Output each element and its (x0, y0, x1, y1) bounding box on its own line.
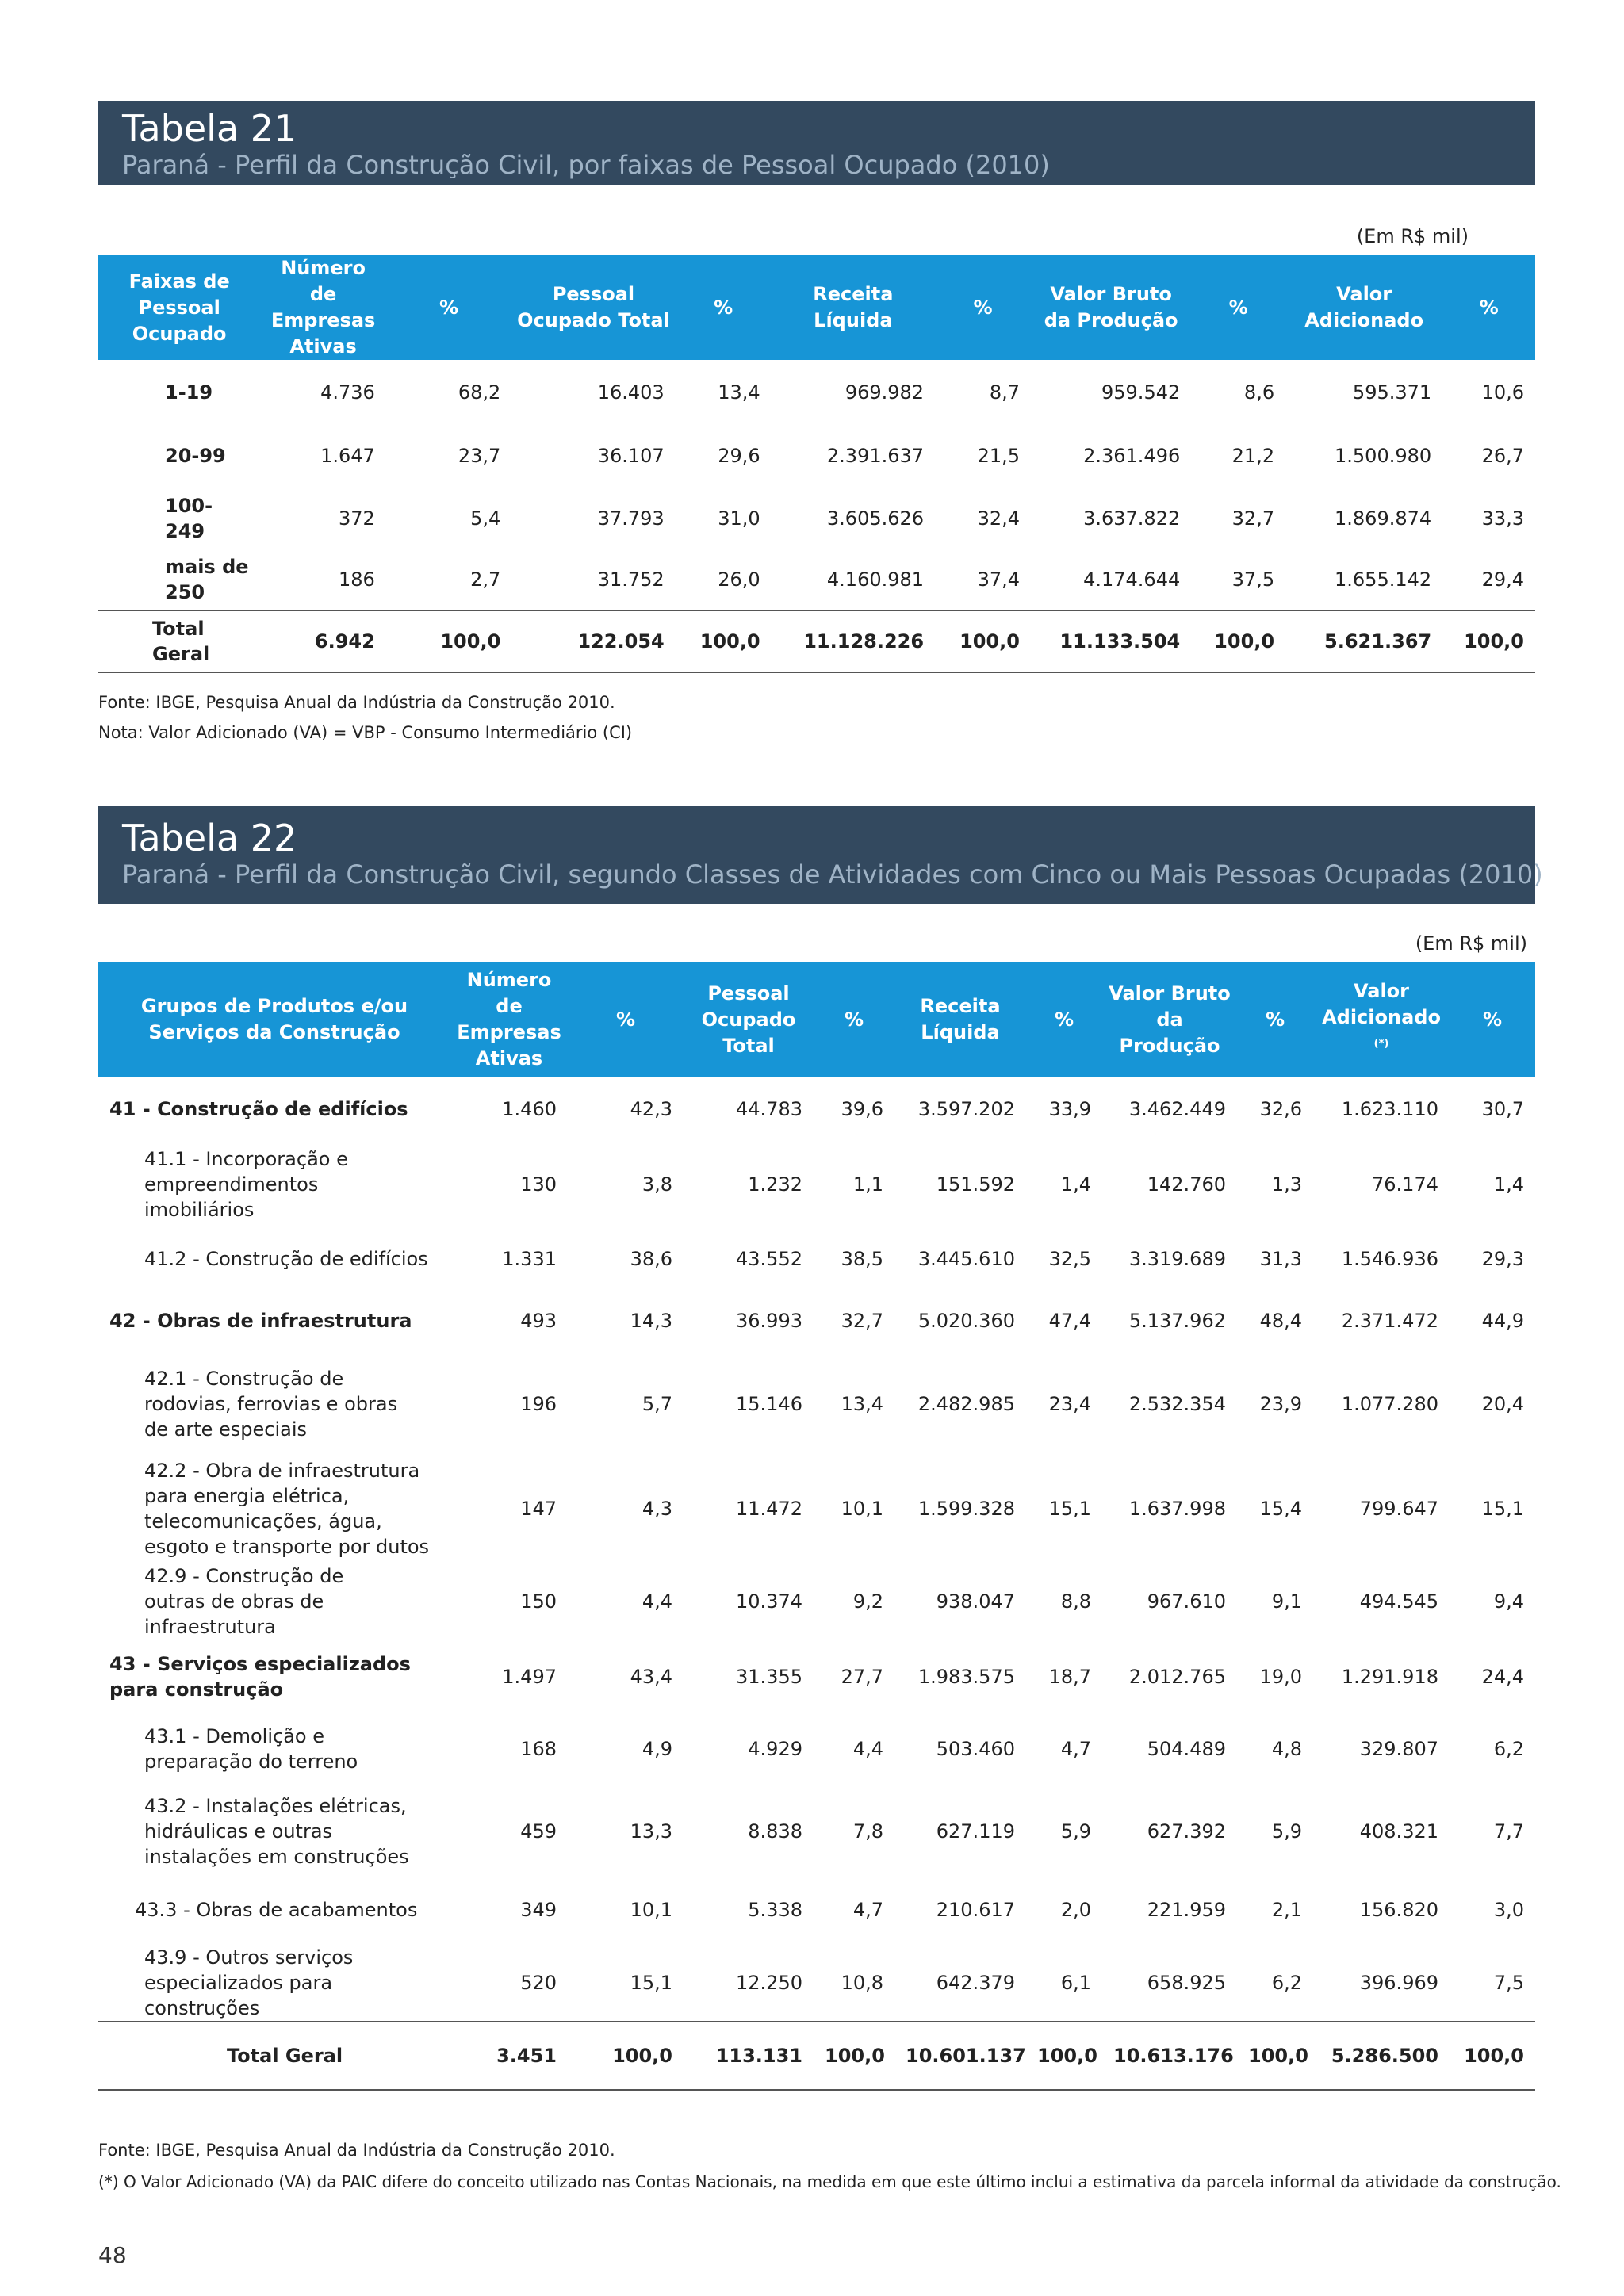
t21-header-pct-receita: % (935, 255, 1031, 360)
row-label: 43.2 - Instalações elétricas, hidráulicas e outras instalações em construções (144, 1795, 409, 1868)
cell: 2.482.985 (917, 1393, 1015, 1415)
cell: 32,5 (1048, 1248, 1091, 1270)
cell: 7,7 (1493, 1820, 1524, 1843)
cell: 27,7 (841, 1666, 883, 1688)
page-number: 48 (98, 2242, 127, 2268)
cell: 10.374 (736, 1590, 802, 1613)
cell: 13,4 (718, 381, 760, 404)
cell: 26,7 (1481, 444, 1524, 467)
cell: 6.942 (260, 610, 385, 672)
cell: 799.647 (1359, 1498, 1438, 1520)
cell: 15.146 (736, 1393, 802, 1415)
table-row (98, 487, 1535, 549)
cell: 1.655.142 (1335, 568, 1432, 591)
cell: 23,4 (1048, 1393, 1091, 1415)
cell: 11.133.504 (1031, 610, 1191, 672)
cell: 43,4 (630, 1666, 672, 1688)
row-label: 100-249 (165, 494, 213, 542)
table-row (98, 1142, 1535, 1227)
table-row (98, 1711, 1535, 1787)
t21-header-vbp: Valor Bruto da Produção (1031, 255, 1191, 360)
cell: 1.460 (502, 1098, 557, 1120)
cell: 12.250 (736, 1971, 802, 1994)
table-22-header-row (98, 962, 1535, 1077)
cell: 595.371 (1352, 381, 1432, 404)
cell: 9,2 (852, 1590, 883, 1613)
cell: 11.472 (736, 1498, 802, 1520)
cell: 3.597.202 (917, 1098, 1015, 1120)
cell: 7,8 (852, 1820, 883, 1843)
table-21-header-row (98, 255, 1535, 360)
cell: 186 (339, 568, 375, 591)
cell: 5,9 (1060, 1820, 1091, 1843)
cell: 14,3 (630, 1310, 672, 1332)
cell: 19,0 (1259, 1666, 1302, 1688)
cell: 6,2 (1493, 1738, 1524, 1760)
cell: 2.532.354 (1128, 1393, 1226, 1415)
t22-header-va (1313, 962, 1450, 1077)
cell: 3.319.689 (1128, 1248, 1226, 1270)
t22-header-grupos: Grupos de Produtos e/ou Serviços da Construção (98, 962, 450, 1077)
t22-header-pct-pessoal: % (814, 962, 894, 1077)
cell: 8,6 (1243, 381, 1275, 404)
cell: 15,4 (1259, 1498, 1302, 1520)
row-label: mais de 250 (165, 556, 249, 603)
cell: 26,0 (718, 568, 760, 591)
cell: 4,7 (852, 1899, 883, 1921)
cell: 10,1 (630, 1899, 672, 1921)
table-21-unit: (Em R$ mil) (1356, 225, 1469, 247)
row-label: 41.2 - Construção de edifícios (144, 1248, 428, 1270)
t22-header-pessoal: Pessoal Ocupado Total (684, 962, 814, 1077)
table-row (98, 1077, 1535, 1142)
cell: 1.599.328 (917, 1498, 1015, 1520)
cell: 100,0 (1450, 2022, 1535, 2090)
cell: 18,7 (1048, 1666, 1091, 1688)
cell: 13,4 (841, 1393, 883, 1415)
cell: 4.929 (748, 1738, 802, 1760)
cell: 23,7 (458, 444, 501, 467)
cell: 349 (520, 1899, 557, 1921)
cell: 36.107 (597, 444, 665, 467)
table-22-unit: (Em R$ mil) (1415, 932, 1527, 955)
cell: 150 (520, 1590, 557, 1613)
cell: 5.338 (748, 1899, 802, 1921)
cell: 210.617 (936, 1899, 1015, 1921)
cell: 100,0 (935, 610, 1031, 672)
cell: 1.546.936 (1341, 1248, 1438, 1270)
cell: 494.545 (1359, 1590, 1438, 1613)
cell: 37,4 (977, 568, 1020, 591)
cell: 32,7 (1231, 507, 1275, 530)
cell: 1,4 (1493, 1173, 1524, 1196)
cell: 329.807 (1359, 1738, 1438, 1760)
row-label: 42 - Obras de infraestrutura (109, 1310, 412, 1332)
cell: 396.969 (1359, 1971, 1438, 1994)
cell: 100,0 (1237, 2022, 1313, 2090)
cell: 9,1 (1271, 1590, 1302, 1613)
cell: 122.054 (511, 610, 675, 672)
cell: 8.838 (748, 1820, 802, 1843)
cell: 113.131 (684, 2022, 814, 2090)
cell: 37,5 (1231, 568, 1275, 591)
cell: 44,9 (1481, 1310, 1524, 1332)
table-row (98, 1944, 1535, 2022)
cell: 372 (339, 507, 375, 530)
cell: 959.542 (1101, 381, 1181, 404)
cell: 100,0 (1442, 610, 1535, 672)
cell: 1.637.998 (1128, 1498, 1226, 1520)
cell: 5.286.500 (1313, 2022, 1450, 2090)
table-row (98, 1351, 1535, 1457)
table-22-note: (*) O Valor Adicionado (VA) da PAIC difere do conceito utilizado nas Contas Nacionais, na medida em que este último inclui a estimativa da parcela informal da atividade da construção. (98, 2172, 1561, 2191)
cell: 100,0 (814, 2022, 894, 2090)
cell: 10,1 (841, 1498, 883, 1520)
cell: 29,4 (1481, 568, 1524, 591)
cell: 23,9 (1259, 1393, 1302, 1415)
row-label: 41 - Construção de edifícios (109, 1098, 408, 1120)
t21-header-pct-va: % (1442, 255, 1535, 360)
row-label: 20-99 (165, 444, 226, 467)
cell: 20,4 (1481, 1393, 1524, 1415)
cell: 4,3 (642, 1498, 672, 1520)
cell: 10,8 (841, 1971, 883, 1994)
table-row (98, 424, 1535, 487)
cell: 47,4 (1048, 1310, 1091, 1332)
t21-header-faixas: Faixas de Pessoal Ocupado (98, 255, 260, 360)
cell: 151.592 (936, 1173, 1015, 1196)
cell: 32,6 (1259, 1098, 1302, 1120)
cell: 2.361.496 (1083, 444, 1181, 467)
t21-header-pessoal: Pessoal Ocupado Total (511, 255, 675, 360)
cell: 43.552 (736, 1248, 802, 1270)
cell: 969.982 (845, 381, 925, 404)
cell: 2.391.637 (826, 444, 925, 467)
cell: 130 (520, 1173, 557, 1196)
cell: 2,7 (470, 568, 501, 591)
t21-header-pct-vbp: % (1191, 255, 1285, 360)
cell: 10.613.176 (1102, 2022, 1237, 2090)
cell: 5,4 (470, 507, 501, 530)
t21-header-va: Valor Adicionado (1285, 255, 1442, 360)
t22-header-va-label: Valor Adicionado (1322, 980, 1441, 1028)
cell: 168 (520, 1738, 557, 1760)
cell: 627.119 (936, 1820, 1015, 1843)
cell: 4,9 (642, 1738, 672, 1760)
cell: 147 (520, 1498, 557, 1520)
cell: 38,6 (630, 1248, 672, 1270)
cell: 4.174.644 (1083, 568, 1181, 591)
cell: 7,5 (1493, 1971, 1524, 1994)
cell: 504.489 (1147, 1738, 1226, 1760)
cell: 32,7 (841, 1310, 883, 1332)
table-22-subtitle: Paraná - Perfil da Construção Civil, segundo Classes de Atividades com Cinco ou Mais Pessoas Ocupadas (2010) (122, 859, 1543, 890)
t21-header-receita: Receita Líquida (772, 255, 935, 360)
cell: 24,4 (1481, 1666, 1524, 1688)
cell: 1.077.280 (1341, 1393, 1438, 1415)
cell: 31.355 (736, 1666, 802, 1688)
cell: 100,0 (676, 610, 772, 672)
row-label: 43.1 - Demolição e preparação do terreno (144, 1725, 358, 1773)
cell: 642.379 (936, 1971, 1015, 1994)
total-label: Total Geral (98, 610, 260, 672)
t22-header-empresas: Número de Empresas Ativas (450, 962, 568, 1077)
cell: 13,3 (630, 1820, 672, 1843)
cell: 38,5 (841, 1248, 883, 1270)
t22-header-vbp: Valor Bruto da Produção (1102, 962, 1237, 1077)
cell: 1.623.110 (1341, 1098, 1438, 1120)
cell: 4,7 (1060, 1738, 1091, 1760)
table-22-banner (98, 806, 1543, 904)
cell: 6,2 (1271, 1971, 1302, 1994)
t22-header-pct-empresas: % (568, 962, 684, 1077)
row-label: 42.1 - Construção de rodovias, ferrovias e obras de arte especiais (144, 1368, 398, 1441)
cell: 658.925 (1147, 1971, 1226, 1994)
table-row (98, 1291, 1535, 1351)
cell: 1.497 (502, 1666, 557, 1688)
cell: 31,0 (718, 507, 760, 530)
t22-header-pct-vbp: % (1237, 962, 1313, 1077)
cell: 100,0 (1026, 2022, 1102, 2090)
row-label: 43 - Serviços especializados para construção (109, 1653, 411, 1701)
cell: 3,0 (1493, 1899, 1524, 1921)
cell: 76.174 (1372, 1173, 1438, 1196)
cell: 5.621.367 (1285, 610, 1442, 672)
cell: 196 (520, 1393, 557, 1415)
t22-header-receita: Receita Líquida (894, 962, 1026, 1077)
table-row (98, 1560, 1535, 1643)
table-21-title: Tabela 21 (122, 107, 297, 150)
cell: 33,9 (1048, 1098, 1091, 1120)
cell: 493 (520, 1310, 557, 1332)
table-21-banner (98, 101, 1535, 185)
table-row (98, 360, 1535, 424)
cell: 68,2 (458, 381, 501, 404)
row-label: 43.3 - Obras de acabamentos (135, 1899, 418, 1921)
t22-header-pct-va: % (1450, 962, 1535, 1077)
cell: 8,7 (989, 381, 1020, 404)
cell: 1.331 (502, 1248, 557, 1270)
cell: 408.321 (1359, 1820, 1438, 1843)
t21-header-pct-pessoal: % (676, 255, 772, 360)
cell: 156.820 (1359, 1899, 1438, 1921)
cell: 3,8 (642, 1173, 672, 1196)
cell: 503.460 (936, 1738, 1015, 1760)
cell: 8,8 (1060, 1590, 1091, 1613)
cell: 5,9 (1271, 1820, 1302, 1843)
cell: 2.012.765 (1128, 1666, 1226, 1688)
row-label: 42.9 - Construção de outras de obras de infraestrutura (144, 1565, 344, 1638)
cell: 3.451 (450, 2022, 568, 2090)
cell: 221.959 (1147, 1899, 1226, 1921)
table-21-note: Nota: Valor Adicionado (VA) = VBP - Consumo Intermediário (CI) (98, 723, 633, 742)
table-row (98, 1643, 1535, 1711)
cell: 11.128.226 (772, 610, 935, 672)
row-label: 1-19 (165, 381, 213, 404)
cell: 16.403 (597, 381, 665, 404)
table-21 (98, 255, 1535, 673)
cell: 29,6 (718, 444, 760, 467)
cell: 10.601.137 (894, 2022, 1026, 2090)
t22-header-pct-receita: % (1026, 962, 1102, 1077)
cell: 967.610 (1147, 1590, 1226, 1613)
cell: 33,3 (1481, 507, 1524, 530)
cell: 3.637.822 (1083, 507, 1181, 530)
cell: 32,4 (977, 507, 1020, 530)
table-22-title: Tabela 22 (122, 817, 297, 859)
total-row (98, 610, 1535, 672)
cell: 36.993 (736, 1310, 802, 1332)
cell: 100,0 (386, 610, 511, 672)
table-row (98, 549, 1535, 610)
table-row (98, 1227, 1535, 1291)
cell: 1.291.918 (1341, 1666, 1438, 1688)
row-label: 43.9 - Outros serviços especializados para construções (144, 1946, 354, 2019)
cell: 30,7 (1481, 1098, 1524, 1120)
cell: 39,6 (841, 1098, 883, 1120)
cell: 21,5 (977, 444, 1020, 467)
cell: 459 (520, 1820, 557, 1843)
t22-header-va-mark: (*) (1373, 1038, 1389, 1050)
cell: 4,8 (1271, 1738, 1302, 1760)
total-row (98, 2022, 1535, 2090)
cell: 31.752 (597, 568, 665, 591)
cell: 9,4 (1493, 1590, 1524, 1613)
cell: 37.793 (597, 507, 665, 530)
cell: 15,1 (630, 1971, 672, 1994)
cell: 10,6 (1481, 381, 1524, 404)
cell: 1.647 (320, 444, 375, 467)
cell: 938.047 (936, 1590, 1015, 1613)
cell: 31,3 (1259, 1248, 1302, 1270)
cell: 1.983.575 (917, 1666, 1015, 1688)
cell: 100,0 (568, 2022, 684, 2090)
t21-header-empresas: Número de Empresas Ativas (260, 255, 385, 360)
cell: 4.160.981 (826, 568, 925, 591)
cell: 44.783 (736, 1098, 802, 1120)
cell: 2.371.472 (1341, 1310, 1438, 1332)
cell: 29,3 (1481, 1248, 1524, 1270)
cell: 4,4 (642, 1590, 672, 1613)
cell: 15,1 (1481, 1498, 1524, 1520)
cell: 142.760 (1147, 1173, 1226, 1196)
cell: 1.232 (748, 1173, 802, 1196)
cell: 2,1 (1271, 1899, 1302, 1921)
cell: 4.736 (320, 381, 375, 404)
cell: 520 (520, 1971, 557, 1994)
cell: 3.605.626 (826, 507, 925, 530)
table-21-subtitle: Paraná - Perfil da Construção Civil, por faixas de Pessoal Ocupado (2010) (122, 150, 1050, 180)
cell: 1.500.980 (1335, 444, 1432, 467)
cell: 1,3 (1271, 1173, 1302, 1196)
cell: 48,4 (1259, 1310, 1302, 1332)
cell: 2,0 (1060, 1899, 1091, 1921)
t21-header-pct-empresas: % (386, 255, 511, 360)
cell: 100,0 (1191, 610, 1285, 672)
cell: 3.445.610 (917, 1248, 1015, 1270)
row-label: 42.2 - Obra de infraestrutura para energia elétrica, telecomunicações, água, esgoto e transporte por dutos (144, 1460, 430, 1558)
cell: 5.137.962 (1128, 1310, 1226, 1332)
cell: 1,4 (1060, 1173, 1091, 1196)
table-row (98, 1787, 1535, 1876)
table-row (98, 1876, 1535, 1944)
cell: 21,2 (1231, 444, 1275, 467)
cell: 6,1 (1060, 1971, 1091, 1994)
table-row (98, 1457, 1535, 1560)
cell: 3.462.449 (1128, 1098, 1226, 1120)
total-label: Total Geral (98, 2022, 450, 2090)
cell: 15,1 (1048, 1498, 1091, 1520)
cell: 627.392 (1147, 1820, 1226, 1843)
cell: 1,1 (852, 1173, 883, 1196)
table-22 (98, 962, 1535, 2091)
table-22-source: Fonte: IBGE, Pesquisa Anual da Indústria da Construção 2010. (98, 2141, 615, 2160)
row-label: 41.1 - Incorporação e empreendimentos imobiliários (144, 1148, 348, 1221)
cell: 42,3 (630, 1098, 672, 1120)
cell: 1.869.874 (1335, 507, 1432, 530)
table-21-source: Fonte: IBGE, Pesquisa Anual da Indústria da Construção 2010. (98, 693, 615, 712)
cell: 5.020.360 (917, 1310, 1015, 1332)
cell: 4,4 (852, 1738, 883, 1760)
cell: 5,7 (642, 1393, 672, 1415)
